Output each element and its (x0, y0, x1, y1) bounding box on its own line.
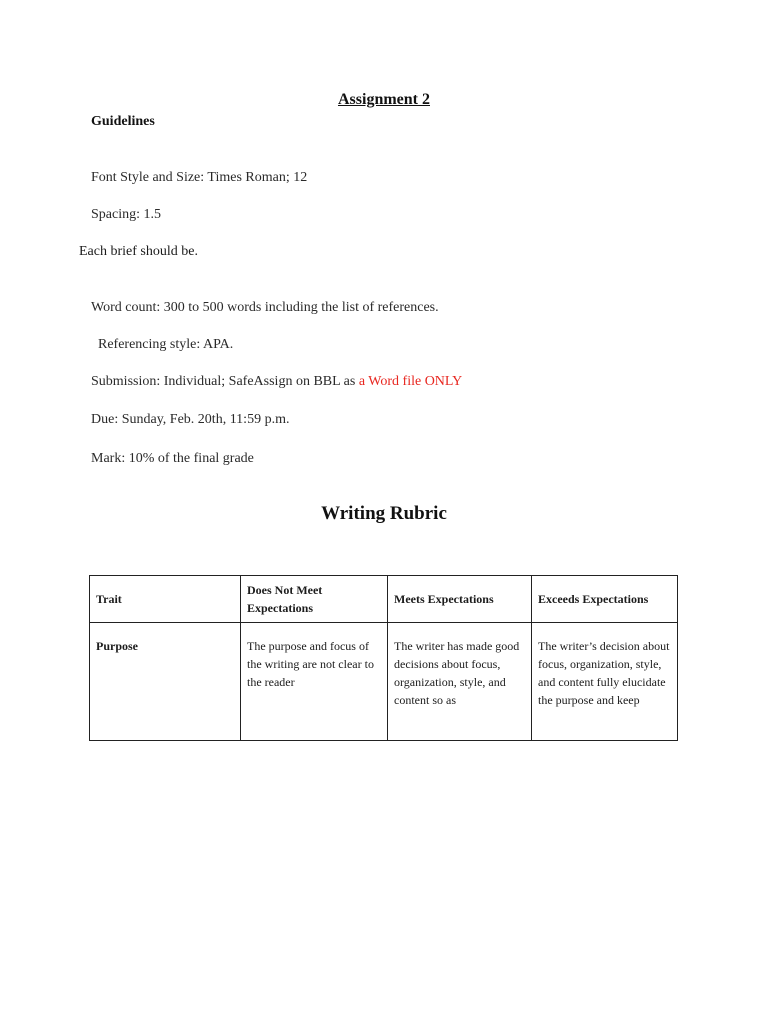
header-meets: Meets Expectations (388, 576, 532, 623)
does-not-meet-text: The purpose and focus of the writing are not clear to the reader (247, 639, 374, 689)
header-exceeds: Exceeds Expectations (532, 576, 678, 623)
guidelines-heading: Guidelines (91, 114, 155, 129)
submission-highlight: a Word file ONLY (358, 374, 463, 389)
exceeds-text: The writer’s decision about focus, organization, style, and content fully elucidate the purpose and keep (538, 639, 670, 707)
spacing-guideline: Spacing: 1.5 (91, 207, 161, 222)
mark-guideline: Mark: 10% of the final grade (91, 451, 254, 466)
rubric-header-row (90, 576, 678, 623)
font-guideline: Font Style and Size: Times Roman; 12 (91, 170, 308, 185)
trait-text: Purpose (96, 639, 138, 653)
exceeds-cell (532, 623, 678, 741)
does-not-meet-cell (241, 623, 388, 741)
submission-guideline (91, 374, 462, 390)
meets-text: The writer has made good decisions about focus, organization, style, and content so as (394, 639, 520, 707)
meets-cell (388, 623, 532, 741)
header-trait: Trait (90, 576, 241, 623)
word-count-guideline: Word count: 300 to 500 words including the list of references. (91, 300, 439, 315)
referencing-guideline: Referencing style: APA. (98, 337, 234, 352)
brief-guideline: Each brief should be. (79, 244, 198, 259)
header-does-not-meet: Does Not Meet Expectations (241, 576, 388, 623)
rubric-table (89, 575, 678, 741)
table-row (90, 623, 678, 741)
rubric-title: Writing Rubric (321, 503, 447, 524)
trait-cell (90, 623, 241, 741)
due-guideline: Due: Sunday, Feb. 20th, 11:59 p.m. (91, 412, 290, 427)
page-title: Assignment 2 (337, 91, 430, 108)
submission-text: Submission: Individual; SafeAssign on BBL as (91, 374, 359, 389)
